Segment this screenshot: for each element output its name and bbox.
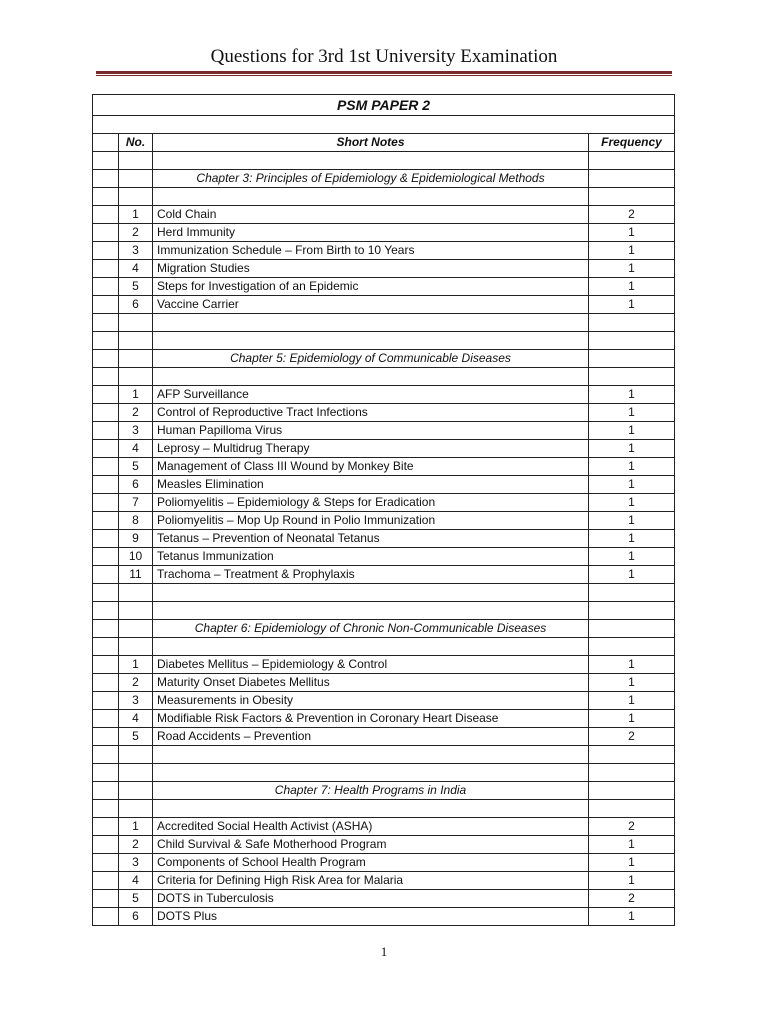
blank-row [93, 314, 675, 332]
short-note: Tetanus Immunization [153, 548, 589, 566]
blank-cell [119, 152, 153, 170]
blank-cell [93, 890, 119, 908]
frequency-value: 1 [589, 674, 675, 692]
blank-cell [93, 566, 119, 584]
blank-cell [119, 782, 153, 800]
frequency-value: 1 [589, 224, 675, 242]
row-number: 4 [119, 260, 153, 278]
short-note: Poliomyelitis – Epidemiology & Steps for Eradication [153, 494, 589, 512]
blank-cell [119, 620, 153, 638]
column-header-row [93, 134, 675, 152]
frequency-value: 2 [589, 890, 675, 908]
blank-cell [153, 152, 589, 170]
row-number: 3 [119, 422, 153, 440]
table-row [93, 494, 675, 512]
row-number: 3 [119, 242, 153, 260]
short-note: Immunization Schedule – From Birth to 10 Years [153, 242, 589, 260]
blank-cell [93, 152, 119, 170]
blank-cell [153, 368, 589, 386]
title-row [93, 95, 675, 116]
blank-cell [153, 764, 589, 782]
blank-cell [93, 692, 119, 710]
header-rule [96, 71, 672, 76]
page-number: 1 [380, 944, 388, 959]
blank-row [93, 800, 675, 818]
row-number: 5 [119, 278, 153, 296]
blank-cell [153, 746, 589, 764]
blank-row [93, 188, 675, 206]
blank-cell [93, 296, 119, 314]
blank-cell [93, 782, 119, 800]
blank-row [93, 602, 675, 620]
blank-cell [153, 602, 589, 620]
column-header-short-notes: Short Notes [153, 134, 589, 152]
short-note: Measles Elimination [153, 476, 589, 494]
table-row [93, 710, 675, 728]
row-number: 3 [119, 692, 153, 710]
table-row [93, 818, 675, 836]
blank-cell [589, 170, 675, 188]
table-row [93, 440, 675, 458]
frequency-value: 1 [589, 908, 675, 926]
frequency-value: 1 [589, 278, 675, 296]
table-row [93, 530, 675, 548]
column-header-frequency: Frequency [589, 134, 675, 152]
table-row [93, 422, 675, 440]
table-row [93, 908, 675, 926]
table-row [93, 854, 675, 872]
table-row [93, 278, 675, 296]
spacer-cell [93, 116, 675, 134]
table-row [93, 692, 675, 710]
row-number: 10 [119, 548, 153, 566]
frequency-value: 1 [589, 242, 675, 260]
short-note: Measurements in Obesity [153, 692, 589, 710]
short-note: Child Survival & Safe Motherhood Program [153, 836, 589, 854]
short-note: Human Papilloma Virus [153, 422, 589, 440]
blank-cell [119, 638, 153, 656]
short-note: Road Accidents – Prevention [153, 728, 589, 746]
blank-cell [93, 476, 119, 494]
short-note: Components of School Health Program [153, 854, 589, 872]
frequency-value: 1 [589, 548, 675, 566]
row-number: 6 [119, 296, 153, 314]
spacer-row [93, 116, 675, 134]
short-note: Poliomyelitis – Mop Up Round in Polio Immunization [153, 512, 589, 530]
row-number: 1 [119, 206, 153, 224]
blank-cell [93, 530, 119, 548]
short-note: DOTS in Tuberculosis [153, 890, 589, 908]
table-row [93, 890, 675, 908]
row-number: 6 [119, 908, 153, 926]
short-note: Maturity Onset Diabetes Mellitus [153, 674, 589, 692]
table-row [93, 512, 675, 530]
blank-row [93, 152, 675, 170]
table-row [93, 386, 675, 404]
blank-cell [93, 422, 119, 440]
blank-cell [119, 602, 153, 620]
blank-cell [119, 368, 153, 386]
blank-cell [589, 746, 675, 764]
table-title: PSM PAPER 2 [93, 95, 675, 116]
frequency-value: 1 [589, 476, 675, 494]
blank-cell [589, 638, 675, 656]
table-row [93, 566, 675, 584]
frequency-value: 1 [589, 566, 675, 584]
blank-cell [93, 494, 119, 512]
table-row [93, 296, 675, 314]
row-number: 9 [119, 530, 153, 548]
blank-cell [93, 746, 119, 764]
blank-cell [93, 458, 119, 476]
blank-cell [153, 800, 589, 818]
blank-cell [93, 854, 119, 872]
frequency-value: 1 [589, 494, 675, 512]
frequency-value: 2 [589, 206, 675, 224]
blank-cell [93, 584, 119, 602]
short-note: Control of Reproductive Tract Infections [153, 404, 589, 422]
table-row [93, 872, 675, 890]
blank-cell [93, 404, 119, 422]
blank-cell [153, 584, 589, 602]
blank-cell [93, 908, 119, 926]
row-number: 3 [119, 854, 153, 872]
chapter-header-row [93, 170, 675, 188]
blank-cell [93, 710, 119, 728]
table-row [93, 224, 675, 242]
short-note: Vaccine Carrier [153, 296, 589, 314]
chapter-header-row [93, 782, 675, 800]
column-header-no: No. [119, 134, 153, 152]
row-number: 5 [119, 890, 153, 908]
blank-cell [93, 656, 119, 674]
blank-cell [93, 872, 119, 890]
blank-cell [589, 800, 675, 818]
row-number: 4 [119, 440, 153, 458]
blank-cell [93, 188, 119, 206]
frequency-value: 1 [589, 710, 675, 728]
blank-row [93, 368, 675, 386]
blank-cell [589, 620, 675, 638]
blank-cell [93, 386, 119, 404]
frequency-value: 2 [589, 728, 675, 746]
blank-cell [589, 782, 675, 800]
blank-cell [93, 800, 119, 818]
frequency-value: 1 [589, 458, 675, 476]
blank-cell [93, 260, 119, 278]
blank-cell [93, 170, 119, 188]
chapter-title: Chapter 5: Epidemiology of Communicable Diseases [153, 350, 589, 368]
row-number: 6 [119, 476, 153, 494]
chapter-title: Chapter 7: Health Programs in India [153, 782, 589, 800]
short-note: Cold Chain [153, 206, 589, 224]
blank-cell [93, 728, 119, 746]
blank-cell [589, 332, 675, 350]
blank-cell [589, 314, 675, 332]
frequency-value: 1 [589, 260, 675, 278]
row-number: 2 [119, 674, 153, 692]
psm-table-body [93, 95, 675, 926]
table-row [93, 728, 675, 746]
blank-cell [119, 746, 153, 764]
blank-cell [93, 548, 119, 566]
row-number: 4 [119, 872, 153, 890]
blank-cell [589, 350, 675, 368]
psm-table [92, 94, 675, 926]
row-number: 2 [119, 224, 153, 242]
blank-cell [93, 638, 119, 656]
row-number: 5 [119, 458, 153, 476]
blank-cell [93, 206, 119, 224]
frequency-value: 1 [589, 512, 675, 530]
table-row [93, 674, 675, 692]
blank-cell [93, 620, 119, 638]
blank-cell [119, 350, 153, 368]
blank-cell [119, 584, 153, 602]
blank-cell [93, 368, 119, 386]
blank-row [93, 584, 675, 602]
table-row [93, 476, 675, 494]
blank-cell [119, 188, 153, 206]
frequency-value: 1 [589, 386, 675, 404]
frequency-value: 1 [589, 440, 675, 458]
table-row [93, 242, 675, 260]
table-row [93, 836, 675, 854]
frequency-value: 1 [589, 854, 675, 872]
blank-row [93, 332, 675, 350]
blank-cell [93, 134, 119, 152]
frequency-value: 2 [589, 818, 675, 836]
blank-cell [93, 440, 119, 458]
table-row [93, 656, 675, 674]
chapter-header-row [93, 350, 675, 368]
blank-cell [153, 314, 589, 332]
row-number: 2 [119, 836, 153, 854]
blank-row [93, 638, 675, 656]
short-note: Leprosy – Multidrug Therapy [153, 440, 589, 458]
table-row [93, 458, 675, 476]
frequency-value: 1 [589, 692, 675, 710]
page-header-title: Questions for 3rd 1st University Examination [210, 46, 558, 67]
frequency-value: 1 [589, 296, 675, 314]
row-number: 1 [119, 386, 153, 404]
blank-cell [93, 350, 119, 368]
blank-cell [589, 602, 675, 620]
row-number: 2 [119, 404, 153, 422]
row-number: 7 [119, 494, 153, 512]
short-note: Migration Studies [153, 260, 589, 278]
chapter-header-row [93, 620, 675, 638]
blank-cell [119, 800, 153, 818]
table-row [93, 260, 675, 278]
blank-cell [119, 314, 153, 332]
chapter-title: Chapter 6: Epidemiology of Chronic Non-Communicable Diseases [153, 620, 589, 638]
short-note: Trachoma – Treatment & Prophylaxis [153, 566, 589, 584]
blank-cell [93, 224, 119, 242]
frequency-value: 1 [589, 836, 675, 854]
short-note: Steps for Investigation of an Epidemic [153, 278, 589, 296]
blank-cell [153, 638, 589, 656]
blank-cell [153, 332, 589, 350]
blank-cell [93, 278, 119, 296]
blank-row [93, 746, 675, 764]
frequency-value: 1 [589, 422, 675, 440]
row-number: 5 [119, 728, 153, 746]
blank-cell [93, 332, 119, 350]
short-note: Accredited Social Health Activist (ASHA) [153, 818, 589, 836]
short-note: Herd Immunity [153, 224, 589, 242]
frequency-value: 1 [589, 404, 675, 422]
blank-cell [93, 242, 119, 260]
table-row [93, 404, 675, 422]
short-note: Tetanus – Prevention of Neonatal Tetanus [153, 530, 589, 548]
blank-cell [589, 188, 675, 206]
row-number: 11 [119, 566, 153, 584]
short-note: Criteria for Defining High Risk Area for Malaria [153, 872, 589, 890]
row-number: 8 [119, 512, 153, 530]
blank-cell [153, 188, 589, 206]
blank-row [93, 764, 675, 782]
short-note: Management of Class III Wound by Monkey Bite [153, 458, 589, 476]
blank-cell [93, 764, 119, 782]
blank-cell [589, 764, 675, 782]
blank-cell [119, 332, 153, 350]
frequency-value: 1 [589, 656, 675, 674]
chapter-title: Chapter 3: Principles of Epidemiology & Epidemiological Methods [153, 170, 589, 188]
short-note: AFP Surveillance [153, 386, 589, 404]
blank-cell [93, 314, 119, 332]
blank-cell [93, 674, 119, 692]
blank-cell [93, 602, 119, 620]
frequency-value: 1 [589, 872, 675, 890]
blank-cell [93, 818, 119, 836]
blank-cell [589, 152, 675, 170]
row-number: 4 [119, 710, 153, 728]
short-note: DOTS Plus [153, 908, 589, 926]
table-row [93, 548, 675, 566]
table-row [93, 206, 675, 224]
blank-cell [119, 170, 153, 188]
blank-cell [93, 836, 119, 854]
row-number: 1 [119, 656, 153, 674]
blank-cell [589, 584, 675, 602]
row-number: 1 [119, 818, 153, 836]
short-note: Modifiable Risk Factors & Prevention in Coronary Heart Disease [153, 710, 589, 728]
blank-cell [93, 512, 119, 530]
frequency-value: 1 [589, 530, 675, 548]
short-note: Diabetes Mellitus – Epidemiology & Control [153, 656, 589, 674]
blank-cell [589, 368, 675, 386]
blank-cell [119, 764, 153, 782]
